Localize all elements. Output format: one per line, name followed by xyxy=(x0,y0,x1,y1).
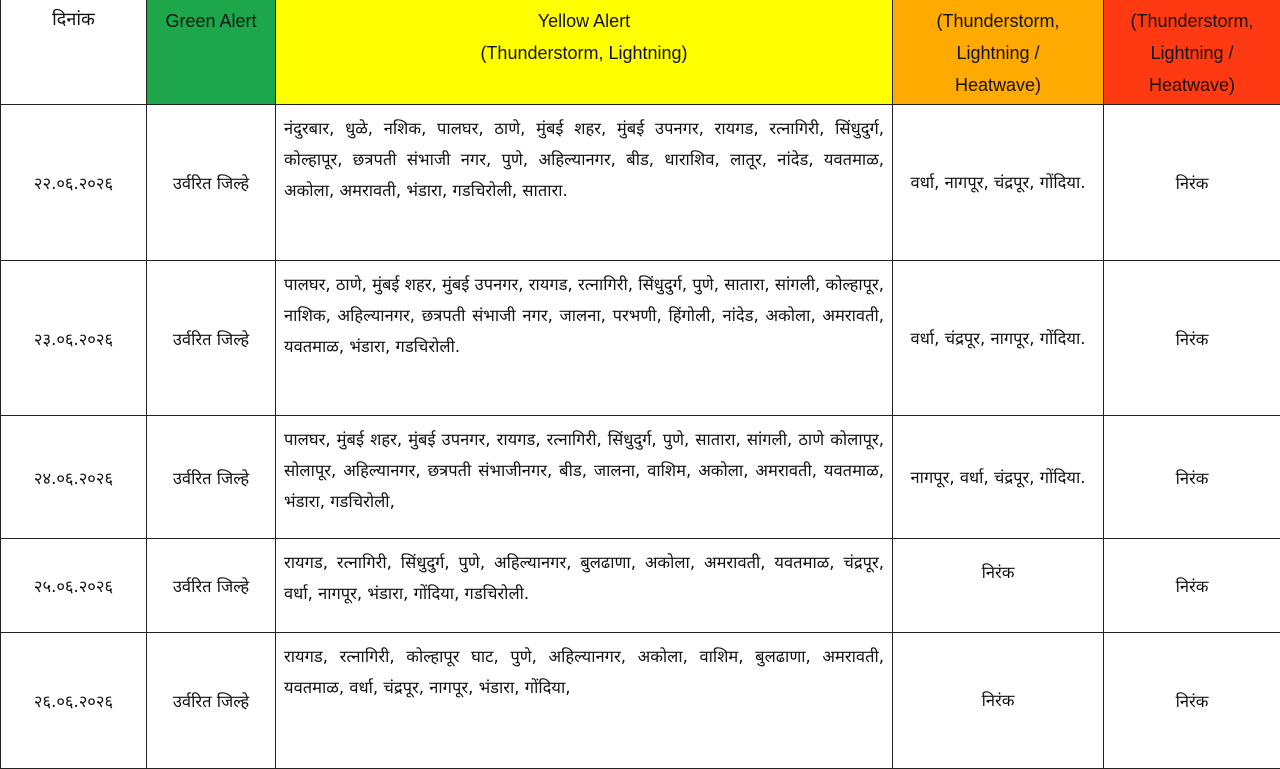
table-row xyxy=(1,105,1280,261)
row-orange-districts: निरंक xyxy=(893,539,1104,633)
header-orange-line-2: Lightning / xyxy=(893,37,1103,69)
row-orange-districts: वर्धा, नागपूर, चंद्रपूर, गोंदिया. xyxy=(893,105,1104,261)
row-green-districts: उर्वरित जिल्हे xyxy=(147,416,276,539)
row-date: २२.०६.२०२६ xyxy=(1,105,147,261)
row-green-districts: उर्वरित जिल्हे xyxy=(147,633,276,769)
row-yellow-districts: नंदुरबार, धुळे, नशिक, पालघर, ठाणे, मुंबई शहर, मुंबई उपनगर, रायगड, रत्नागिरी, सिंधुदुर्ग, कोल्हापूर, छत्रपती संभाजी नगर, पुणे, अहिल्यानगर, बीड, धाराशिव, लातूर, नांदेड, यवतमाळ, अकोला, अमरावती, भंडारा, गडचिरोली, सातारा. xyxy=(276,105,893,261)
header-green-alert: Green Alert xyxy=(147,0,276,105)
header-row xyxy=(1,0,1280,105)
header-yellow-subtitle: (Thunderstorm, Lightning) xyxy=(276,37,892,69)
header-red-line-1: (Thunderstorm, xyxy=(1104,5,1280,37)
row-green-districts: उर्वरित जिल्हे xyxy=(147,261,276,416)
row-yellow-districts: पालघर, मुंबई शहर, मुंबई उपनगर, रायगड, रत्नागिरी, सिंधुदुर्ग, पुणे, सातारा, सांगली, ठाणे कोलापूर, सोलापूर, अहिल्यानगर, छत्रपती संभाजीनगर, बीड, जालना, वाशिम, अकोला, अमरावती, यवतमाळ, भंडारा, गडचिरोली, xyxy=(276,416,893,539)
row-orange-districts: नागपूर, वर्धा, चंद्रपूर, गोंदिया. xyxy=(893,416,1104,539)
row-red-districts: निरंक xyxy=(1104,633,1280,769)
row-orange-districts: वर्धा, चंद्रपूर, नागपूर, गोंदिया. xyxy=(893,261,1104,416)
table-row xyxy=(1,416,1280,539)
row-green-districts: उर्वरित जिल्हे xyxy=(147,105,276,261)
row-orange-districts: निरंक xyxy=(893,633,1104,769)
header-red-line-2: Lightning / xyxy=(1104,37,1280,69)
row-date: २३.०६.२०२६ xyxy=(1,261,147,416)
row-red-districts: निरंक xyxy=(1104,261,1280,416)
row-green-districts: उर्वरित जिल्हे xyxy=(147,539,276,633)
row-red-districts: निरंक xyxy=(1104,416,1280,539)
header-yellow-title: Yellow Alert xyxy=(276,5,892,37)
row-date: २४.०६.२०२६ xyxy=(1,416,147,539)
row-date: २६.०६.२०२६ xyxy=(1,633,147,769)
header-orange-alert xyxy=(893,0,1104,105)
table-row xyxy=(1,633,1280,769)
table-row xyxy=(1,539,1280,633)
header-red-alert xyxy=(1104,0,1280,105)
header-orange-line-3: Heatwave) xyxy=(893,69,1103,101)
header-date: दिनांक xyxy=(1,0,147,105)
row-red-districts: निरंक xyxy=(1104,105,1280,261)
header-orange-line-1: (Thunderstorm, xyxy=(893,5,1103,37)
header-red-line-3: Heatwave) xyxy=(1104,69,1280,101)
table-row xyxy=(1,261,1280,416)
row-yellow-districts: रायगड, रत्नागिरी, सिंधुदुर्ग, पुणे, अहिल्यानगर, बुलढाणा, अकोला, अमरावती, यवतमाळ, चंद्रपूर, वर्धा, नागपूर, भंडारा, गोंदिया, गडचिरोली. xyxy=(276,539,893,633)
row-red-districts: निरंक xyxy=(1104,539,1280,633)
row-yellow-districts: पालघर, ठाणे, मुंबई शहर, मुंबई उपनगर, रायगड, रत्नागिरी, सिंधुदुर्ग, पुणे, सातारा, सांगली, कोल्हापूर, नाशिक, अहिल्यानगर, छत्रपती संभाजी नगर, जालना, परभणी, हिंगोली, नांदेड, अकोला, अमरावती, यवतमाळ, भंडारा, गडचिरोली. xyxy=(276,261,893,416)
header-yellow-alert xyxy=(276,0,893,105)
row-yellow-districts: रायगड, रत्नागिरी, कोल्हापूर घाट, पुणे, अहिल्यानगर, अकोला, वाशिम, बुलढाणा, अमरावती, यवतमाळ, वर्धा, चंद्रपूर, नागपूर, भंडारा, गोंदिया, xyxy=(276,633,893,769)
row-date: २५.०६.२०२६ xyxy=(1,539,147,633)
